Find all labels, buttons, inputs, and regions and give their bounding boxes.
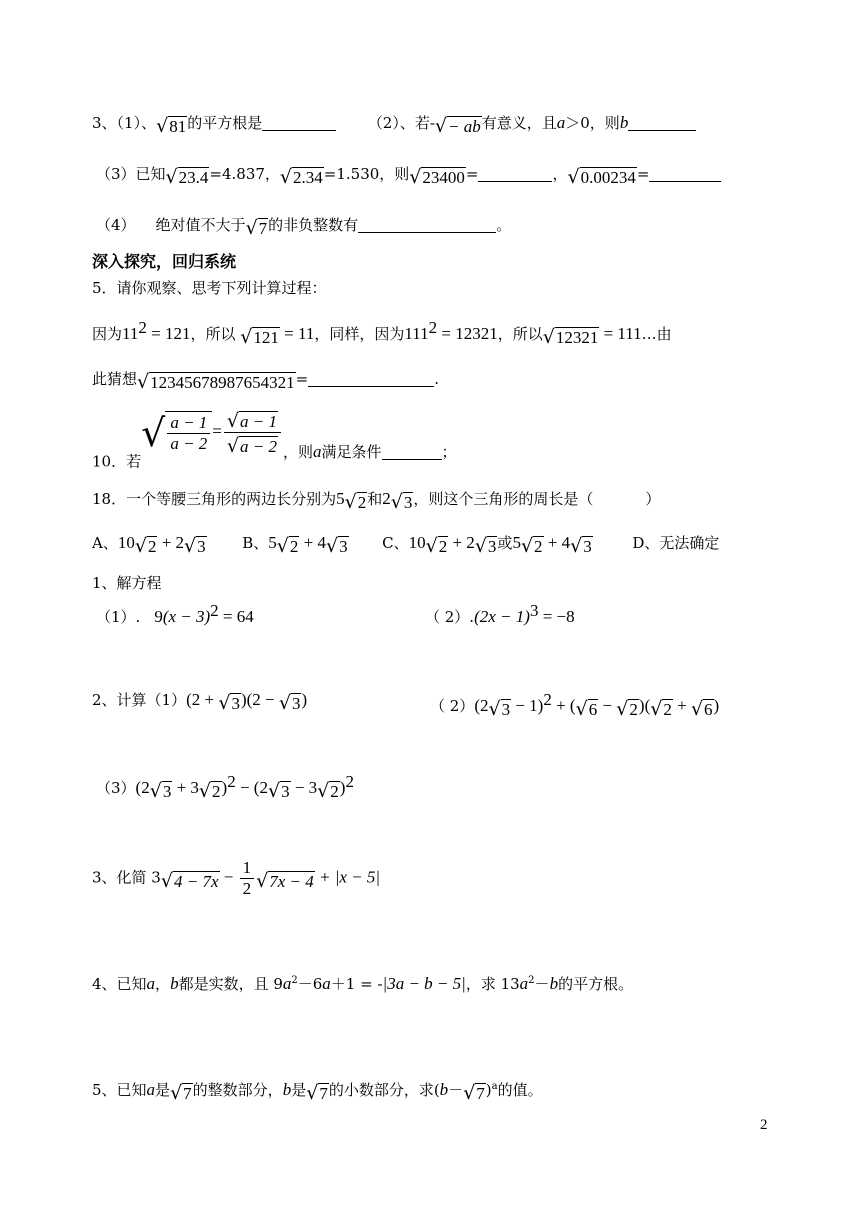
q10-line: 10．若 √ $\frac{a - 1}{a - 2}$ = √ a − 1 √ a − 2 ，则a满足条件 ； (92, 410, 457, 471)
section-heading: 深入探究，回归系统 (92, 252, 237, 271)
solve-equations-title: 1、解方程 (92, 574, 162, 592)
q3-part3-line: （3）已知 √ 23.4 =4.837， √ 2.34 =1.530，则 √ 23400 = ， √ 0.00234 = (96, 164, 721, 188)
q5b-line: 5、已知a是 √ 7 的整数部分，b是 √ 7 的小数部分，求(b－ √ 7 )$^a$的值。 (92, 1080, 543, 1104)
sqrt-12321: √ 12321 (542, 326, 599, 348)
answer-blank[interactable] (478, 165, 552, 182)
page-number: 2 (760, 1117, 768, 1133)
answer-blank[interactable] (358, 216, 496, 233)
sqrt-neg-ab: √ − ab (434, 115, 481, 137)
q3-part4-line: （4） 绝对值不大于 √ 7 的非负整数有 。 (96, 216, 512, 239)
answer-blank[interactable] (628, 114, 696, 131)
sqrt-121: √ 121 (240, 326, 279, 348)
option-c[interactable]: C、10 √ 2 + 2 √ 3 或5 √ 2 + 4 √ 3 (382, 533, 592, 557)
answer-blank[interactable] (308, 370, 434, 387)
q5-intro: 5．请你观察、思考下列计算过程： (92, 279, 327, 297)
sqrt-23400: √ 23400 (409, 166, 465, 188)
option-b[interactable]: B、5 √ 2 + 4 √ 3 (242, 533, 348, 557)
option-d[interactable]: D、无法确定 (632, 534, 720, 552)
equation-2: （ $2).(2x - 1)^3 = -8$ (425, 601, 575, 626)
equation-1: （1）. $9(x - 3)^2 = 64$ (96, 601, 254, 626)
sqrt-palindrome: √ 12345678987654321 (137, 371, 295, 393)
sqrt-81: √ 81 (156, 115, 187, 137)
simplify-expression: 3、化简 3 √ 4 − 7x − $\frac{1}{2}$ √ 7x − 4 + |x − 5| (92, 858, 381, 898)
fraction-rhs: √ a − 1 √ a − 2 (224, 408, 281, 457)
calc-3: （3）(2 √ 3 + 3 √ 2 )$^2$ − (2 √ 3 − 3 √ 2 )$^2$ (96, 772, 354, 802)
option-a[interactable]: A、10 √ 2 + 2 √ 3 (92, 533, 206, 557)
q18-question: 18．一个等腰三角形的两边长分别为5 √ 2 和2 √ 3 ，则这个三角形的周长是（ ） (92, 489, 661, 513)
sqrt-23.4: √ 23.4 (165, 166, 209, 188)
q18-options (92, 533, 772, 557)
answer-blank[interactable] (262, 114, 336, 131)
calc-2: （ 2）(2 √ 3 − 1)$^2$ + ( √ 6 − √ 2 )( √ 2 + √ 6 ) (430, 690, 720, 720)
answer-blank[interactable] (649, 165, 721, 182)
sqrt-0.00234: √ 0.00234 (567, 166, 636, 188)
q3-part1-line: 3、（1）、 √ 81 的平方根是 （2）、若- √ − ab 有意义，且a＞0，则b (92, 113, 696, 137)
q5-line2: 此猜想 √ 12345678987654321 = . (92, 370, 439, 393)
sqrt-7: √ 7 (245, 217, 268, 239)
sqrt-2.34: √ 2.34 (279, 166, 323, 188)
q4-line: 4、已知a，b都是实数，且 $9a^2-6a+1 = -|3a - b - 5|$，求 $13a^2-b$的平方根。 (92, 974, 634, 993)
calc-1: 2、计算（1）(2 + √ 3 )(2 − √ 3 ) (92, 690, 308, 714)
q3-label: 3、（1）、 (92, 114, 157, 132)
sqrt-fraction-lhs: √ $\frac{a - 1}{a - 2}$ (141, 411, 212, 455)
q5-line1: 因为$11^2 = 121$，所以 √ 121 = 11，同样，因为$111^2 = 12321$，所以 √ 12321 = 111…由 (92, 318, 672, 348)
answer-blank[interactable] (382, 443, 442, 460)
